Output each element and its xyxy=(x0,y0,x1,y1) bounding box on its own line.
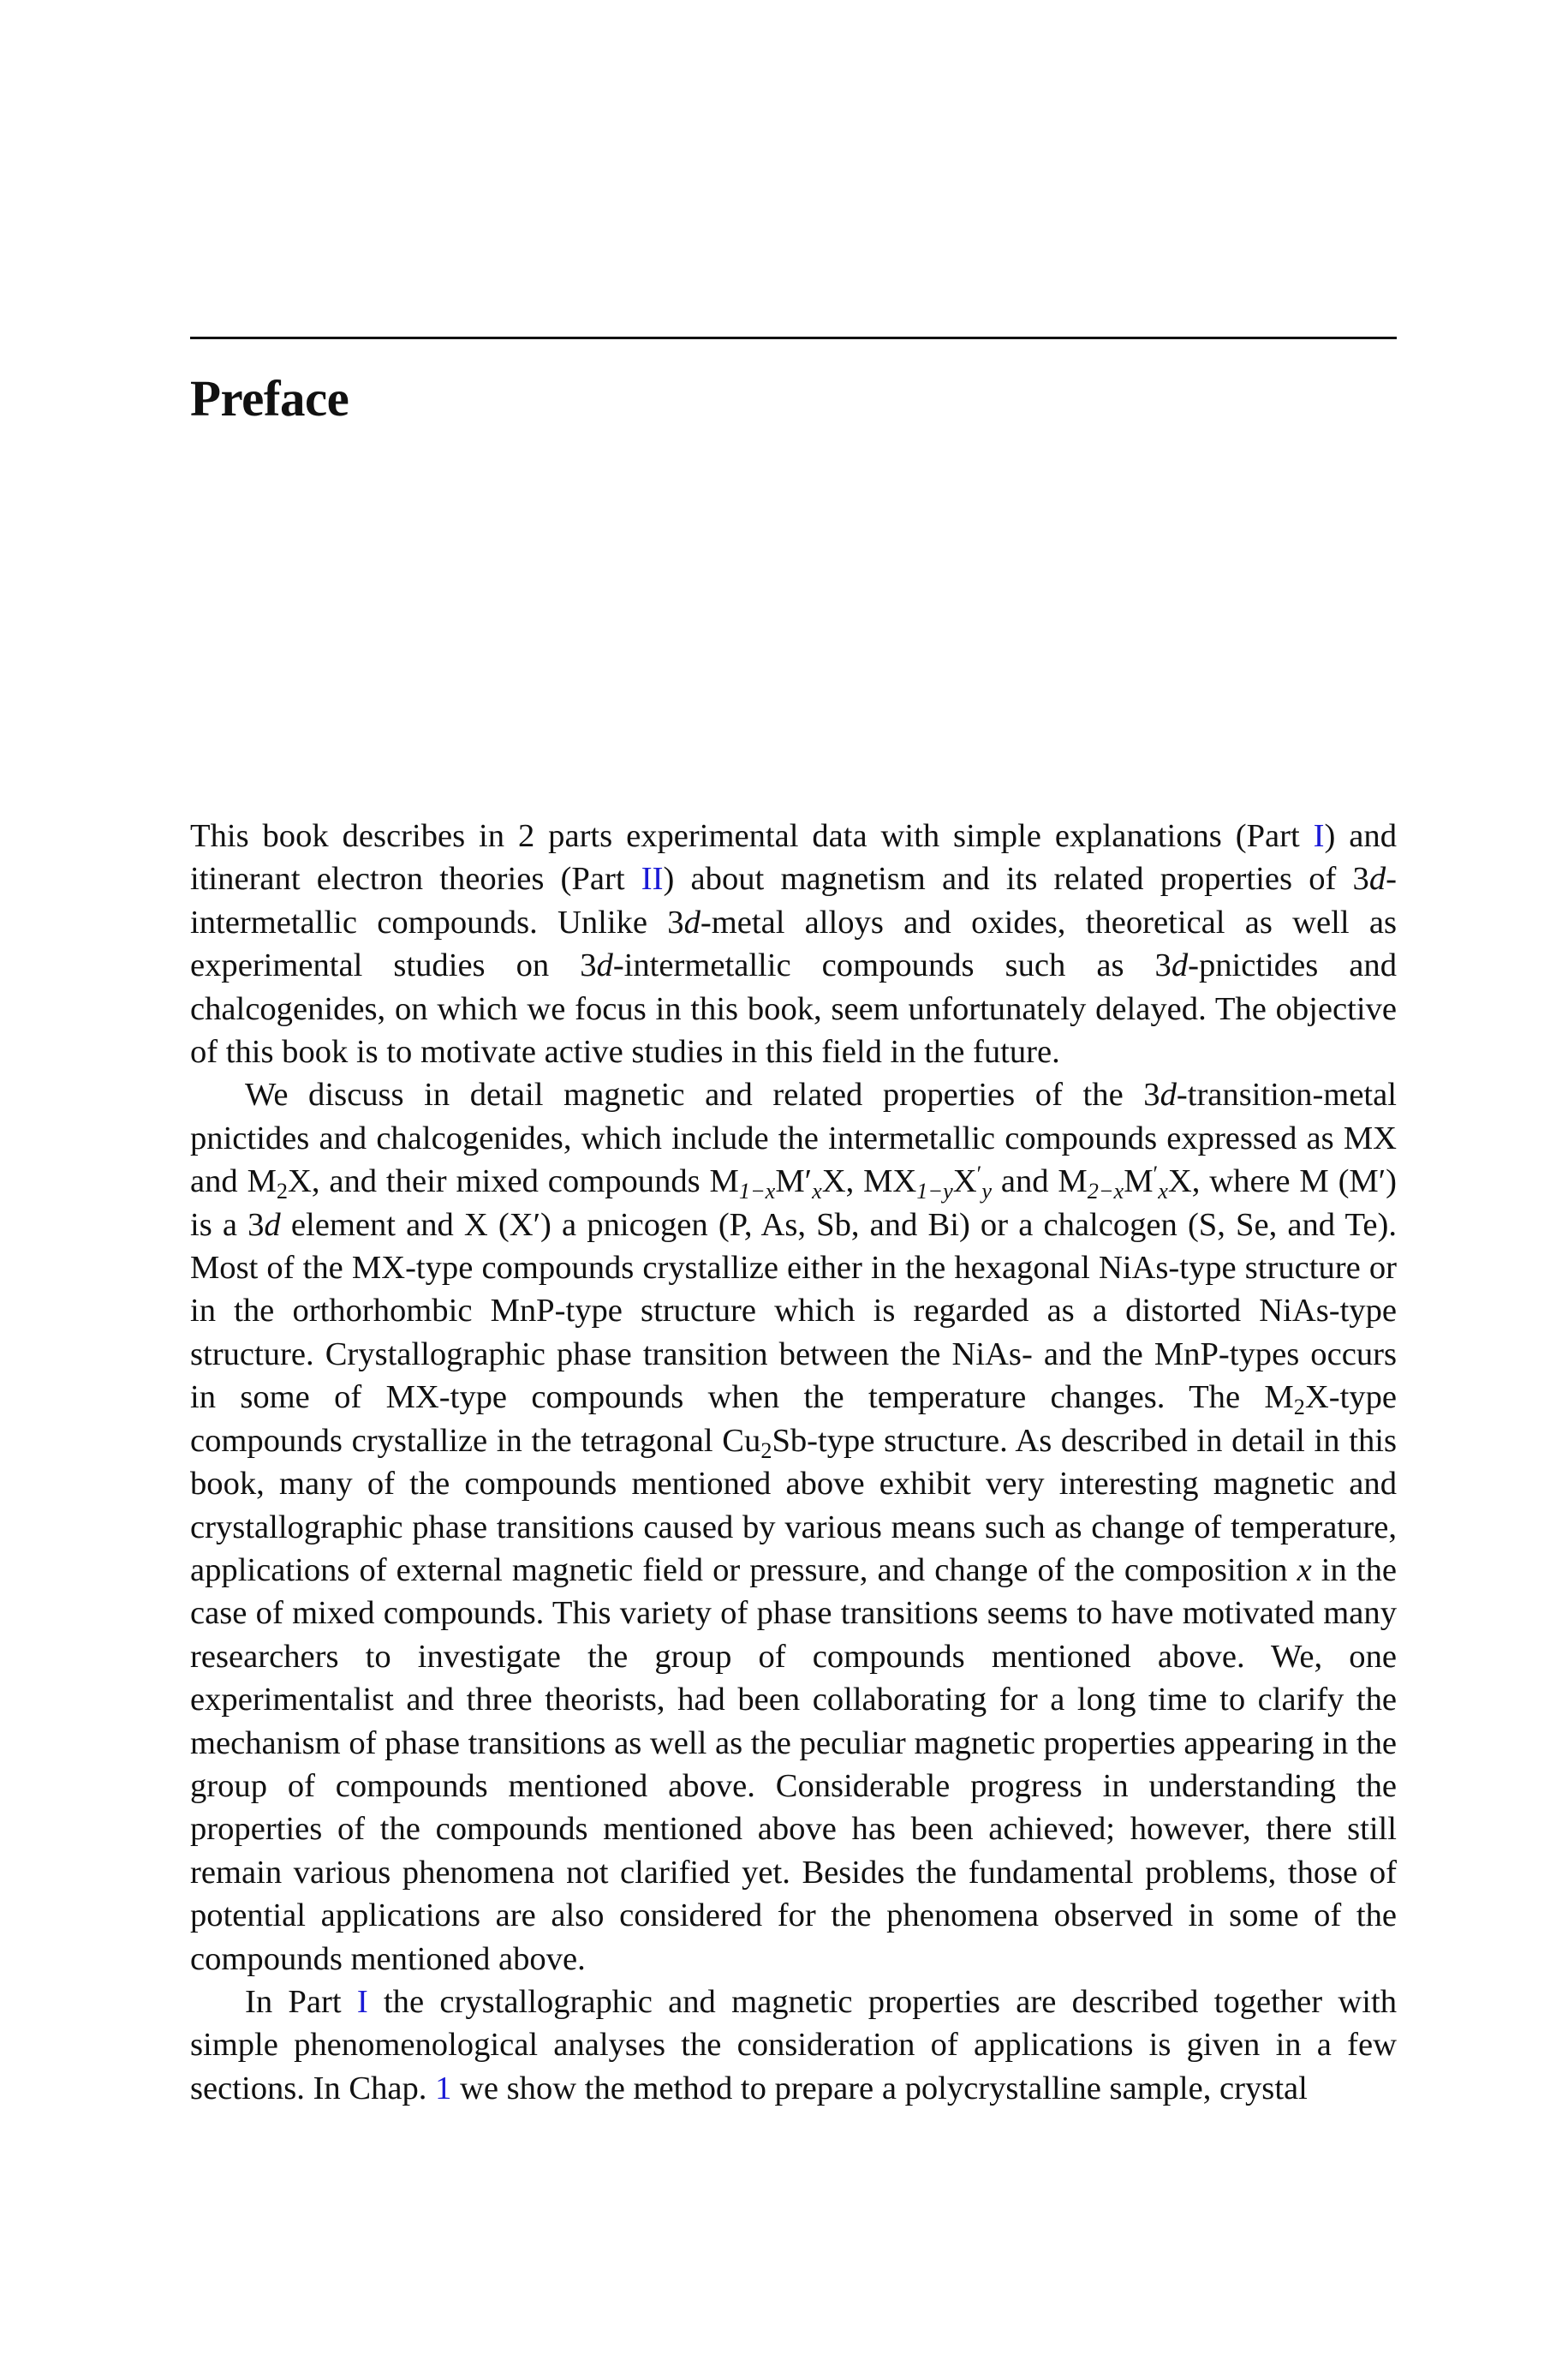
text-run: X-type compounds crystallize in the tetragonal Cu xyxy=(190,1379,1397,1459)
italic-d: d xyxy=(1171,947,1189,984)
part-2-link[interactable]: II xyxy=(641,861,664,898)
text-run: This book describes in 2 parts experimental data with simple explanations (Part xyxy=(190,818,1314,854)
text-run: M xyxy=(1124,1163,1154,1200)
subscript: 1−y xyxy=(916,1179,953,1204)
subscript: 2 xyxy=(1293,1395,1305,1420)
text-run: and M xyxy=(992,1163,1088,1200)
subscript: 2 xyxy=(760,1437,772,1463)
text-run: X, MX xyxy=(821,1163,917,1200)
superscript: ′ xyxy=(976,1162,982,1187)
preface-body xyxy=(190,815,1397,2110)
text-run: X xyxy=(952,1163,977,1200)
text-run: -transition-metal pnictides and chalcogenides, which include the intermetallic compounds expressed as MX and M xyxy=(190,1077,1397,1200)
italic-d: d xyxy=(1368,861,1386,898)
text-run: -pnictides and chalcogenides, on which we focus in this book, seem unfortunately delayed. The objective of this book is to motivate active studies in this field in the future. xyxy=(190,947,1397,1071)
italic-d: d xyxy=(264,1206,281,1243)
subscript: 2 xyxy=(276,1179,288,1204)
chapter-1-link[interactable]: 1 xyxy=(435,2070,452,2106)
text-run: X, and their mixed compounds M xyxy=(288,1163,739,1200)
subscript: x xyxy=(812,1179,822,1204)
text-run: element and X (X′) a pnicogen (P, As, Sb, and Bi) or a chalcogen (S, Se, and Te). Most of the MX-type compounds crystallize either in the hexagonal NiAs-type structure or in the orthorhombic MnP-type structure which is regarded as a distorted NiAs-type structure. Crystallographic phase transition between the NiAs- and the MnP-types occurs in some of MX-type compounds when the temperature changes. The M xyxy=(190,1206,1398,1416)
italic-d: d xyxy=(596,947,613,984)
paragraph-1 xyxy=(190,815,1397,1073)
text-run: ) and itinerant electron theories (Part xyxy=(190,818,1397,898)
paragraph-2 xyxy=(190,1073,1397,1981)
italic-d: d xyxy=(1160,1077,1177,1114)
text-run: In Part xyxy=(245,1983,357,2020)
superscript: ′ xyxy=(1153,1162,1159,1187)
text-run: -metal alloys and oxides, theoretical as well as experimental studies on 3 xyxy=(190,904,1398,984)
text-run: ) about magnetism and its related properties of 3 xyxy=(663,861,1369,898)
text-run: the crystallographic and magnetic properties are described together with simple phenomenological analyses the consideration of applications is given in a few sections. In Chap. xyxy=(190,1983,1397,2106)
subscript: x xyxy=(1158,1179,1168,1204)
subscript: 2−x xyxy=(1087,1179,1124,1204)
page-title: Preface xyxy=(190,370,349,427)
text-run: in the case of mixed compounds. This variety of phase transitions seems to have motivated many researchers to investigate the group of compounds mentioned above. We, one experimentalist and three theorists, had been collaborating for a long time to clarify the mechanism of phase transitions as well as the peculiar magnetic properties appearing in the group of compounds mentioned above. Considerable progress in understanding the properties of the compounds mentioned above has been achieved; however, there still remain various phenomena not clarified yet. Besides the fundamental problems, those of potential applications are also considered for the phenomena observed in some of the compounds mentioned above. xyxy=(190,1551,1397,1977)
subscript: 1−x xyxy=(738,1179,776,1204)
text-run: M′ xyxy=(775,1163,813,1200)
text-run: X, where M (M′) is a 3 xyxy=(190,1163,1397,1243)
header-rule xyxy=(190,337,1397,339)
part-1-link[interactable]: I xyxy=(356,1983,368,2020)
part-1-link[interactable]: I xyxy=(1313,818,1325,854)
paragraph-3 xyxy=(190,1981,1397,2110)
italic-d: d xyxy=(683,904,701,941)
text-run: -intermetallic compounds. Unlike 3 xyxy=(190,861,1397,941)
italic-x: x xyxy=(1297,1551,1312,1588)
text-run: -intermetallic compounds such as 3 xyxy=(612,947,1172,984)
text-run: we show the method to prepare a polycrystalline sample, crystal xyxy=(451,2070,1308,2106)
text-run: We discuss in detail magnetic and related properties of the 3 xyxy=(245,1077,1160,1114)
text-run: Sb-type structure. As described in detail in this book, many of the compounds mentioned above exhibit very interesting magnetic and crystallographic phase transitions caused by various means such as change of temperature, applications of external magnetic field or pressure, and change of the composition xyxy=(190,1422,1397,1588)
subscript: y xyxy=(981,1179,992,1204)
